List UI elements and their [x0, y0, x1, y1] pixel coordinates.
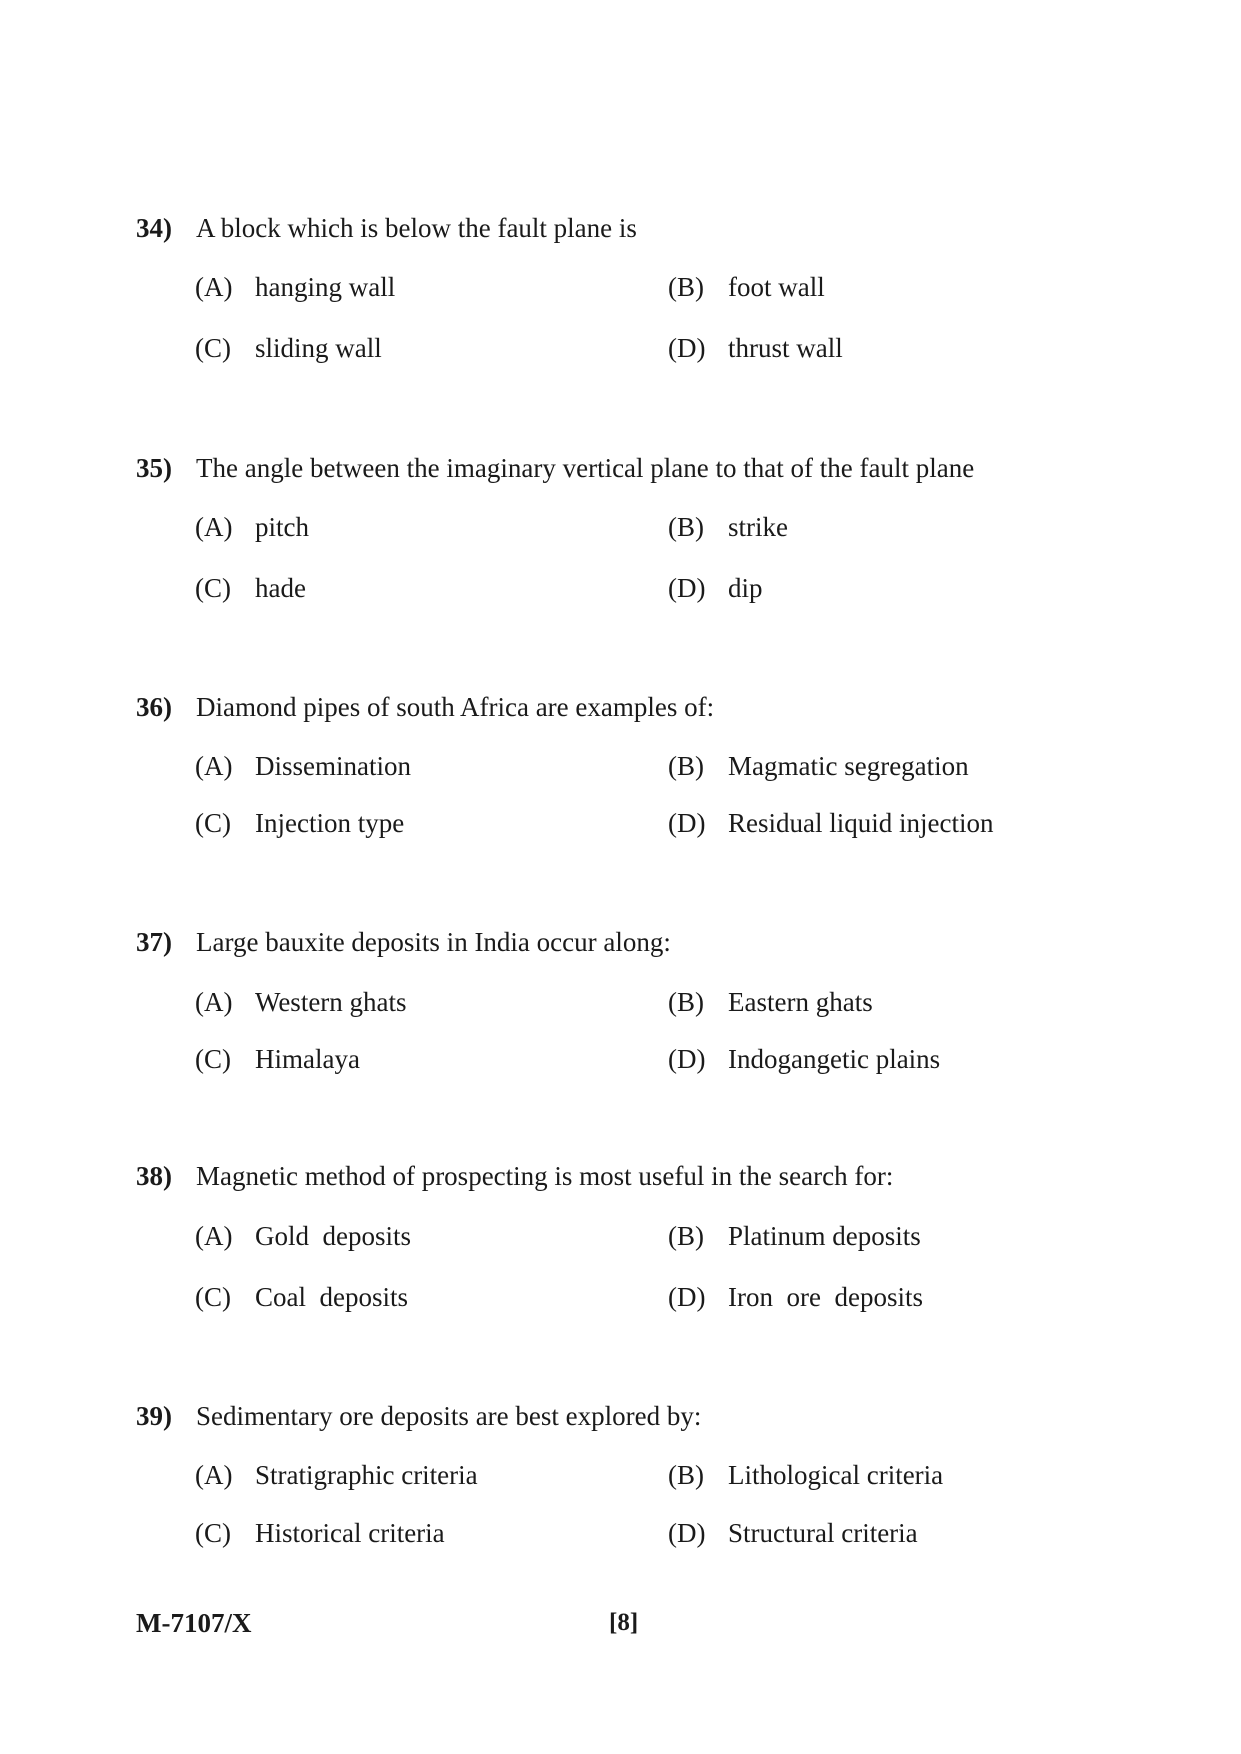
option-letter: (C): [195, 1518, 231, 1548]
question-text: A block which is below the fault plane is: [196, 213, 637, 243]
question-number: 37): [136, 927, 172, 957]
option-letter: (A): [195, 751, 233, 781]
option-text: dip: [728, 573, 763, 603]
option-letter: (B): [668, 751, 704, 781]
option-a: [195, 271, 395, 303]
question-stem: [136, 926, 671, 958]
page-number: [8]: [609, 1609, 639, 1636]
question-text: Diamond pipes of south Africa are examples of:: [196, 692, 715, 722]
option-text: Coal deposits: [255, 1282, 408, 1312]
option-letter: (B): [668, 512, 704, 542]
option-d: [668, 1043, 940, 1075]
question-stem: [136, 1160, 893, 1192]
option-letter: (D): [668, 1044, 706, 1074]
option-letter: (A): [195, 1460, 233, 1490]
option-letter: (A): [195, 1221, 233, 1251]
option-text: Gold deposits: [255, 1221, 412, 1251]
question-text: Sedimentary ore deposits are best explored by:: [196, 1401, 702, 1431]
option-letter: (D): [668, 808, 706, 838]
option-text: Platinum deposits: [728, 1221, 921, 1251]
question-number: 35): [136, 453, 172, 483]
option-text: Himalaya: [255, 1044, 360, 1074]
question-number: 34): [136, 213, 172, 243]
option-text: Iron ore deposits: [728, 1282, 923, 1312]
option-letter: (D): [668, 573, 706, 603]
option-text: Historical criteria: [255, 1518, 445, 1548]
option-text: sliding wall: [255, 333, 382, 363]
option-text: Injection type: [255, 808, 405, 838]
question-text: Magnetic method of prospecting is most useful in the search for:: [196, 1161, 894, 1191]
option-c: [195, 332, 382, 364]
option-text: pitch: [255, 512, 309, 542]
option-text: foot wall: [728, 272, 825, 302]
question-stem: [136, 452, 974, 484]
option-a: [195, 750, 411, 782]
question-stem: [136, 212, 637, 244]
option-text: Structural criteria: [728, 1518, 918, 1548]
option-c: [195, 1517, 445, 1549]
option-d: [668, 1281, 923, 1313]
option-d: [668, 332, 843, 364]
option-c: [195, 807, 404, 839]
option-a: [195, 511, 309, 543]
option-letter: (D): [668, 1518, 706, 1548]
option-a: [195, 1459, 478, 1491]
option-letter: (B): [668, 987, 704, 1017]
option-a: [195, 986, 407, 1018]
option-text: hade: [255, 573, 306, 603]
option-letter: (B): [668, 272, 704, 302]
option-text: Residual liquid injection: [728, 808, 994, 838]
option-letter: (B): [668, 1221, 704, 1251]
option-letter: (A): [195, 272, 233, 302]
option-c: [195, 1043, 360, 1075]
option-b: [668, 271, 825, 303]
option-text: strike: [728, 512, 788, 542]
option-d: [668, 572, 763, 604]
option-text: hanging wall: [255, 272, 396, 302]
option-a: [195, 1220, 411, 1252]
question-number: 38): [136, 1161, 172, 1191]
option-letter: (C): [195, 1282, 231, 1312]
option-letter: (B): [668, 1460, 704, 1490]
question-number: 39): [136, 1401, 172, 1431]
option-b: [668, 750, 969, 782]
option-c: [195, 1281, 408, 1313]
question-stem: [136, 1400, 701, 1432]
option-text: Indogangetic plains: [728, 1044, 941, 1074]
question-number: 36): [136, 692, 172, 722]
option-letter: (D): [668, 1282, 706, 1312]
option-c: [195, 572, 306, 604]
option-b: [668, 986, 873, 1018]
option-letter: (A): [195, 987, 233, 1017]
question-stem: [136, 691, 714, 723]
paper-code: M-7107/X: [136, 1608, 252, 1638]
option-text: Western ghats: [255, 987, 407, 1017]
option-b: [668, 511, 788, 543]
option-text: Dissemination: [255, 751, 411, 781]
option-letter: (C): [195, 1044, 231, 1074]
option-text: Eastern ghats: [728, 987, 873, 1017]
option-text: Lithological criteria: [728, 1460, 944, 1490]
option-d: [668, 1517, 918, 1549]
option-letter: (D): [668, 333, 706, 363]
option-letter: (C): [195, 808, 231, 838]
option-letter: (A): [195, 512, 233, 542]
option-b: [668, 1459, 943, 1491]
option-letter: (C): [195, 573, 231, 603]
option-letter: (C): [195, 333, 231, 363]
option-d: [668, 807, 993, 839]
question-text: Large bauxite deposits in India occur along:: [196, 927, 671, 957]
option-text: Stratigraphic criteria: [255, 1460, 478, 1490]
option-text: thrust wall: [728, 333, 843, 363]
question-text: The angle between the imaginary vertical plane to that of the fault plane: [196, 453, 975, 483]
option-b: [668, 1220, 921, 1252]
option-text: Magmatic segregation: [728, 751, 969, 781]
